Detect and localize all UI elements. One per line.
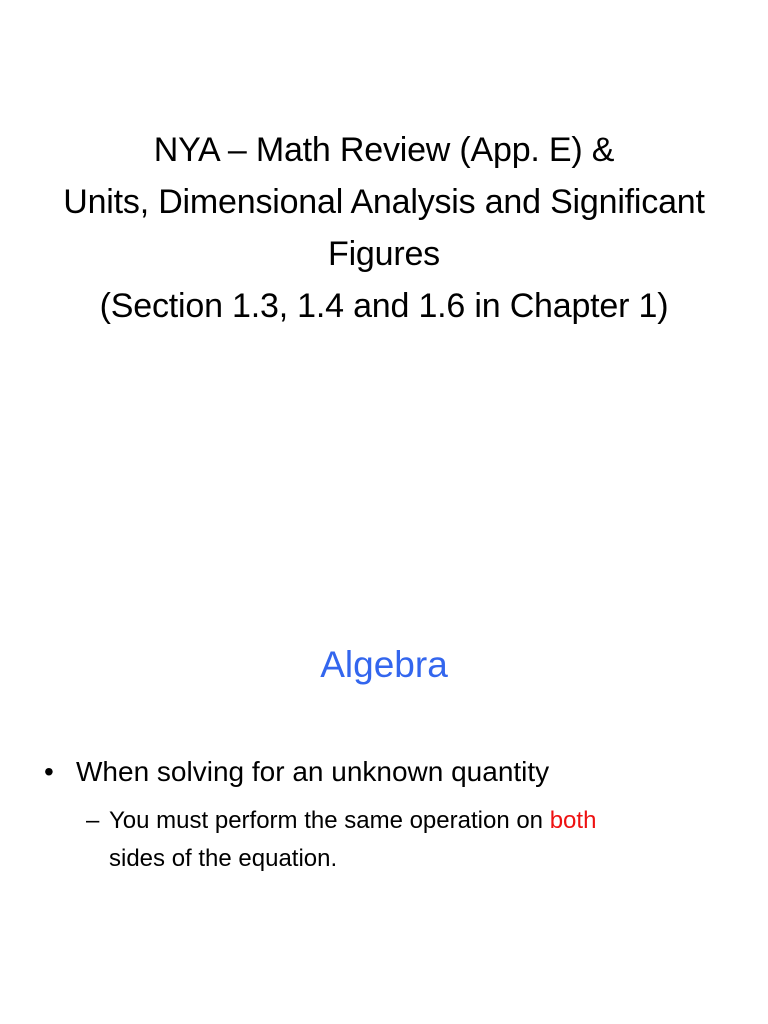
slide-algebra [0, 560, 768, 1024]
bullet-text: When solving for an unknown quantity [76, 756, 550, 787]
title-line-4: (Section 1.3, 1.4 and 1.6 in Chapter 1) [99, 287, 669, 325]
sub-bullet-marker: – [86, 807, 100, 834]
bullet-marker: • [44, 756, 54, 787]
bullet-item [44, 754, 549, 790]
sub-bullet-text-after: sides of the equation. [109, 845, 338, 872]
title-line-3: Figures [328, 235, 440, 273]
sub-bullet-line-1 [86, 802, 706, 840]
title-line-2: Units, Dimensional Analysis and Significant [63, 183, 705, 221]
algebra-heading: Algebra [320, 644, 448, 685]
title-line-1: NYA – Math Review (App. E) & [153, 131, 615, 169]
slide-title-heading [0, 124, 768, 332]
sub-bullet-item [86, 802, 706, 878]
sub-bullet-text-before: You must perform the same operation on [109, 807, 550, 834]
sub-bullet-emphasis: both [549, 807, 597, 834]
